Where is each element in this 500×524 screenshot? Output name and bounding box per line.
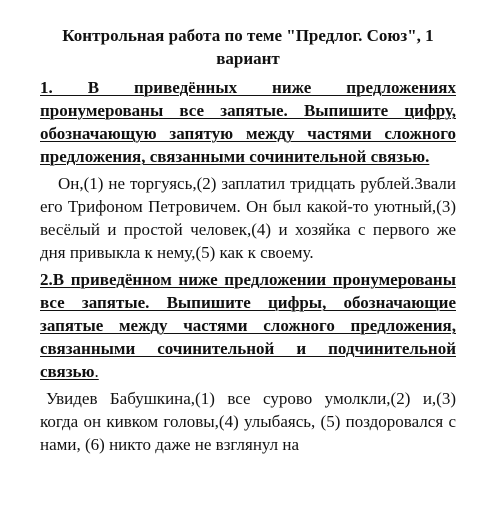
document-title: Контрольная работа по теме "Предлог. Союз", 1 вариант [62,26,434,68]
task2-instruction-end: . [94,362,99,381]
task2-instruction [40,268,456,383]
task2-instruction-text: 2.В приведённом ниже предложении пронумерованы все запятые. Выпишите цифры, обозначающие запятые между частями сложного предложения, связанными сочинительной и подчинительной связью [40,270,456,381]
task1-instruction: 1. В приведённых ниже предложениях пронумерованы все запятые. Выпишите цифру, обозначающую запятую между частями сложного предложения, связанными сочинительной связью. [40,78,456,166]
task1-text: Он,(1) не торгуясь,(2) заплатил тридцать рублей.Звали его Трифоном Петровичем. Он был какой-то уютный,(3) весёлый и простой человек,(4) и хозяйка с первого же дня привыкла к нему,(5) как к своему. [40,174,456,262]
document-page [40,24,456,460]
task2-text: Увидев Бабушкина,(1) все сурово умолкли,(2) и,(3) когда он кивком головы,(4) улыбаясь, (5) поздоровался с нами, (6) никто даже не взглянул на [40,389,456,454]
